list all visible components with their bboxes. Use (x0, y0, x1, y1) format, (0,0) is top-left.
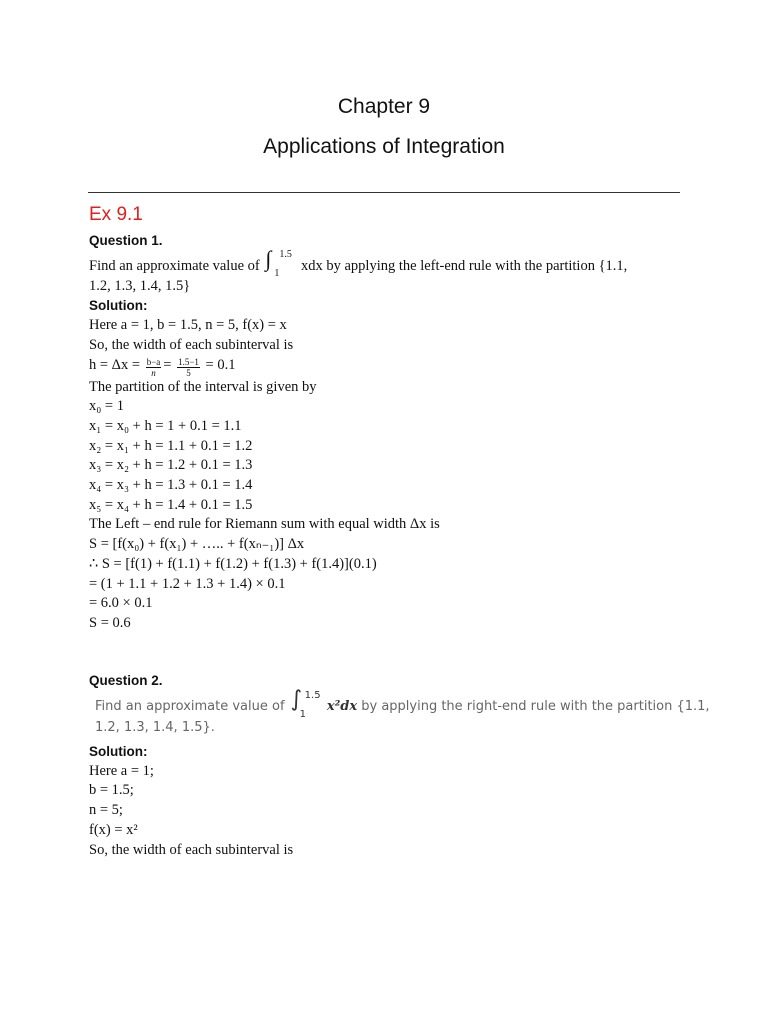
integral-lower-limit: 1 (299, 709, 307, 720)
question-text: Find an approximate value of (89, 258, 260, 274)
solution-label: Solution: (89, 298, 148, 314)
question-2-heading (89, 671, 689, 691)
h-result: = 0.1 (205, 356, 236, 373)
question-2-label: Question 2. (89, 673, 163, 688)
h-prefix: h = Δx = (89, 356, 141, 373)
integral-lower-limit: 1 (274, 268, 280, 279)
header-divider (88, 192, 680, 193)
question-1 (89, 231, 689, 634)
integral-symbol: ∫ 1.5 1 (289, 694, 323, 716)
partition-x0: x₀ = 1 (89, 398, 124, 415)
question-text: xdx by applying the left-end rule with the partition {1.1, (300, 258, 628, 274)
partition-x1: x₁ = x₀ + h = 1 + 0.1 = 1.1 (89, 417, 242, 434)
partition-intro: The partition of the interval is given by (89, 378, 317, 395)
question-2-solution (89, 742, 689, 860)
riemann-formula: S = [f(x₀) + f(x₁) + ….. + f(xₙ₋₁)] Δx (89, 536, 305, 553)
calc-step-2: = (1 + 1.1 + 1.2 + 1.3 + 1.4) × 0.1 (89, 575, 286, 592)
final-result: S = 0.6 (89, 614, 131, 631)
calc-step-1: ∴ S = [f(1) + f(1.1) + f(1.2) + f(1.3) + f(1.4)](0.1) (89, 555, 377, 572)
partition-x4: x₄ = x₃ + h = 1.3 + 0.1 = 1.4 (89, 477, 253, 494)
fraction: $\frac{1.5-1}{5}$ (178, 356, 199, 378)
question-text: by applying the right-end rule with the partition {1.1, (361, 699, 710, 714)
question-1-text-line2: 1.2, 1.3, 1.4, 1.5} (89, 277, 191, 294)
width-intro: So, the width of each subinterval is (89, 336, 294, 353)
solution-label: Solution: (89, 744, 148, 759)
question-1-label: Question 1. (89, 233, 163, 248)
width-intro: So, the width of each subinterval is (89, 841, 294, 858)
given-values: Here a = 1, b = 1.5, n = 5, f(x) = x (89, 317, 287, 334)
partition-x3: x₃ = x₂ + h = 1.2 + 0.1 = 1.3 (89, 457, 253, 474)
chapter-number: Chapter 9 (337, 95, 431, 118)
given-n: n = 5; (89, 802, 123, 819)
given-f: f(x) = x² (89, 821, 138, 838)
integral-upper-limit: 1.5 (279, 249, 292, 260)
integrand: x²dx (326, 699, 358, 714)
h-equation: h = Δx = $\frac{b-a}{n}$ = $\frac{1.5-1}{5}$ = 0.1 (89, 356, 236, 378)
partition-x2: x₂ = x₁ + h = 1.1 + 0.1 = 1.2 (89, 437, 253, 454)
question-text: Find an approximate value of (95, 699, 285, 714)
given-b: b = 1.5; (89, 782, 134, 799)
question-2-text-line2: 1.2, 1.3, 1.4, 1.5}. (95, 720, 215, 735)
fraction: $\frac{b-a}{n}$ (146, 356, 161, 378)
chapter-title: Applications of Integration (263, 135, 505, 158)
question-1-text (89, 246, 689, 279)
exercise-heading: Ex 9.1 (89, 204, 143, 225)
partition-x5: x₅ = x₄ + h = 1.4 + 0.1 = 1.5 (89, 496, 253, 513)
integral-upper-limit: 1.5 (304, 690, 321, 701)
integral-symbol: ∫ 1.5 1 (263, 254, 297, 276)
question-2-text (95, 687, 710, 738)
given-a: Here a = 1; (89, 762, 154, 779)
rule-intro: The Left – end rule for Riemann sum with equal width Δx is (89, 516, 440, 533)
calc-step-3: = 6.0 × 0.1 (89, 595, 153, 612)
